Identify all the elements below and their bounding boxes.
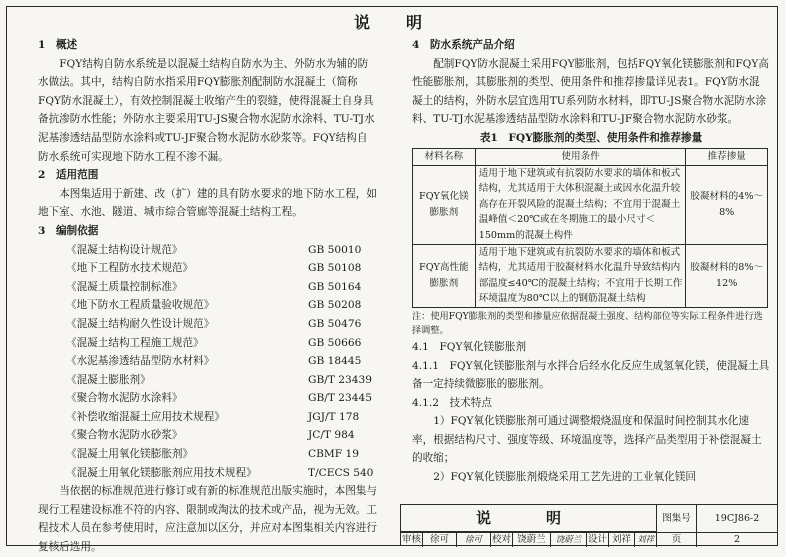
standard-code: GB 50164 bbox=[308, 280, 362, 293]
standard-name: 《混凝土结构设计规范》 bbox=[66, 243, 183, 256]
section-2-text: 本图集适用于新建、改（扩）建的具有防水要求的地下防水工程，如地下室、水池、隧道、城市综合管廊等混凝土结构工程。 bbox=[38, 187, 377, 219]
feature-1: 1）FQY氧化镁膨胀剂可通过调整煅烧温度和保温时间控制其水化速率，根据结构尺寸、强度等级、环境温度等，选择产品类型用于补偿混凝土的收缩； bbox=[412, 415, 762, 465]
standard-code: GB 50108 bbox=[308, 262, 362, 275]
standard-name: 《混凝土结构工程施工规范》 bbox=[66, 336, 204, 349]
standard-item bbox=[38, 296, 386, 315]
standard-code: GB/T 23439 bbox=[308, 373, 372, 386]
table-cell-name: FQY氧化镁膨胀剂 bbox=[413, 165, 476, 244]
designer-name: 刘祥 bbox=[609, 533, 635, 547]
standard-item bbox=[38, 389, 386, 408]
table-header-name: 材料名称 bbox=[413, 148, 476, 165]
table-cell-condition: 适用于地下建筑或有抗裂防水要求的墙体和板式结构，尤其适用于大体积混凝土或因水化温升较高存在开裂风险的混凝土结构；不宜用于混凝土温峰值＜20℃或在冬期施工的最小尺寸＜150mm的混凝土构件 bbox=[475, 165, 686, 244]
checker-signature: 饶蔚兰 bbox=[551, 533, 587, 547]
section-3-title: 3 编制依据 bbox=[38, 224, 99, 237]
page-number: 2 bbox=[733, 534, 741, 545]
table-cell-name: FQY高性能膨胀剂 bbox=[413, 244, 476, 307]
standard-name: 《地下工程防水技术规范》 bbox=[66, 262, 194, 275]
standard-name: 《混凝土质量控制标准》 bbox=[66, 280, 183, 293]
table-cell-condition: 适用于地下建筑或有抗裂防水要求的墙体和板式结构，尤其适用于胶凝材料水化温升导致结构内部温度≤40℃的混凝土结构；不宜用于长期工作环境温度为80℃以上的钢筋混凝土结构 bbox=[475, 244, 686, 307]
section-4-text: 配制FQY防水混凝土采用FQY膨胀剂，包括FQY氧化镁膨胀剂和FQY高性能膨胀剂，其膨胀剂的类型、使用条件和推荐掺量详见表1。FQY防水混凝土的结构，外防水层宜选用TU系列防水材料，即TU-JS聚合物水泥防水涂料、TU-TJ水泥基渗透结晶型防水涂料和TU-JF聚合物水泥防水砂浆。 bbox=[412, 57, 769, 126]
atlas-number: 19CJ86-2 bbox=[714, 513, 760, 524]
standard-name: 《聚合物水泥防水砂浆》 bbox=[66, 429, 183, 442]
standard-code: GB 50010 bbox=[308, 243, 362, 256]
section-2-title: 2 适用范围 bbox=[38, 169, 99, 182]
standard-name: 《补偿收缩混凝土应用技术规程》 bbox=[66, 410, 225, 423]
standard-name: 《混凝土用氧化镁膨胀剂》 bbox=[66, 448, 194, 461]
table-row bbox=[413, 165, 768, 244]
standard-item bbox=[38, 259, 386, 278]
reviewer-signature: 徐可 bbox=[457, 533, 491, 547]
table-header-condition: 使用条件 bbox=[475, 148, 686, 165]
table-cell-dosage: 胶凝材料的8%～12% bbox=[686, 244, 768, 307]
section-4-title: 4 防水系统产品介绍 bbox=[412, 39, 515, 51]
standard-item bbox=[38, 241, 386, 260]
subsection-4-1-2: 4.1.2 技术特点 bbox=[412, 396, 492, 409]
standard-item bbox=[38, 464, 386, 483]
standard-name: 《混凝土膨胀剂》 bbox=[66, 373, 151, 386]
section-3-text: 当依据的标准规范进行修订或有新的标准规范出版实施时，本图集与现行工程建设标准不符的内容、限制或淘汰的技术或产品，视为无效。工程技术人员在参考使用时，应注意加以区分，并应对本图集相关内容进行复核后选用。 bbox=[38, 485, 377, 554]
page-label: 页 bbox=[657, 533, 697, 547]
title-block bbox=[400, 504, 778, 546]
left-column bbox=[38, 36, 378, 557]
feature-2: 2）FQY氧化镁膨胀剂煅烧采用工艺先进的工业氧化镁回 bbox=[433, 471, 697, 484]
section-1-title: 1 概述 bbox=[38, 39, 78, 51]
standard-code: GB/T 23445 bbox=[308, 392, 372, 405]
standard-item bbox=[38, 445, 386, 464]
standard-code: GB 50476 bbox=[308, 317, 362, 330]
signature-row bbox=[401, 532, 777, 547]
reviewer-name: 徐可 bbox=[423, 533, 457, 547]
right-column bbox=[412, 36, 770, 487]
standard-item bbox=[38, 334, 386, 353]
subsection-4-1: 4.1 FQY氧化镁膨胀剂 bbox=[412, 340, 527, 353]
subsection-4-1-1: 4.1.1 FQY氧化镁膨胀剂与水拌合后经水化反应生成氢氧化镁，使混凝土具备一定持续微膨胀的膨胀剂。 bbox=[412, 359, 770, 391]
designer-signature: 刘祥 bbox=[635, 533, 657, 547]
standard-code: GB 50208 bbox=[308, 299, 362, 312]
standard-item bbox=[38, 408, 386, 427]
standard-item bbox=[38, 352, 386, 371]
admixture-table bbox=[412, 148, 768, 308]
standards-list bbox=[38, 241, 378, 483]
table-note: 注：使用FQY膨胀剂的类型和掺量应依据混凝土强度、结构部位等实际工程条件进行选择调整。 bbox=[412, 310, 763, 336]
table-header-row bbox=[413, 148, 768, 165]
page-title: 说 明 bbox=[353, 13, 432, 32]
standard-name: 《地下防水工程质量验收规范》 bbox=[66, 299, 215, 312]
standard-code: GB 50666 bbox=[308, 336, 362, 349]
standard-code: JC/T 984 bbox=[308, 429, 355, 442]
title-block-name: 说 明 bbox=[401, 505, 657, 532]
standard-name: 《聚合物水泥防水涂料》 bbox=[66, 392, 183, 405]
standard-code: JGJ/T 178 bbox=[308, 410, 360, 423]
table-title: 表1 FQY膨胀剂的类型、使用条件和推荐掺量 bbox=[479, 131, 703, 144]
standard-item bbox=[38, 315, 386, 334]
atlas-number-label: 图集号 bbox=[657, 505, 697, 532]
section-1-text: FQY结构自防水系统是以混凝土结构自防水为主、外防水为辅的防水做法。其中，结构自防水指采用FQY膨胀剂配制防水混凝土（简称FQY防水混凝土），有效控制混凝土收缩产生的裂缝，使得混凝土自身具备抗渗防水性能；外防水主要采用TU-JS聚合物水泥防水涂料、TU-TJ水泥基渗透结晶型防水涂料或TU-JF聚合物水泥防水砂浆等。FQY结构自防水系统可实现地下防水工程不渗不漏。 bbox=[38, 57, 375, 163]
design-label: 设计 bbox=[587, 534, 607, 545]
table-header-dosage: 推荐掺量 bbox=[686, 148, 768, 165]
standard-name: 《混凝土用氧化镁膨胀剂应用技术规程》 bbox=[66, 466, 257, 479]
standard-item bbox=[38, 278, 386, 297]
table-cell-dosage: 胶凝材料的4%～8% bbox=[686, 165, 768, 244]
review-label: 审核 bbox=[401, 534, 421, 545]
standard-name: 《混凝土结构耐久性设计规范》 bbox=[66, 317, 215, 330]
checker-name: 饶蔚兰 bbox=[513, 533, 551, 547]
standard-item bbox=[38, 371, 386, 390]
standard-code: CBMF 19 bbox=[308, 448, 359, 461]
table-row bbox=[413, 244, 768, 307]
check-label: 校对 bbox=[491, 534, 511, 545]
standard-item bbox=[38, 426, 386, 445]
standard-name: 《水泥基渗透结晶型防水材料》 bbox=[66, 355, 215, 368]
standard-code: T/CECS 540 bbox=[308, 466, 374, 479]
standard-code: GB 18445 bbox=[308, 355, 362, 368]
